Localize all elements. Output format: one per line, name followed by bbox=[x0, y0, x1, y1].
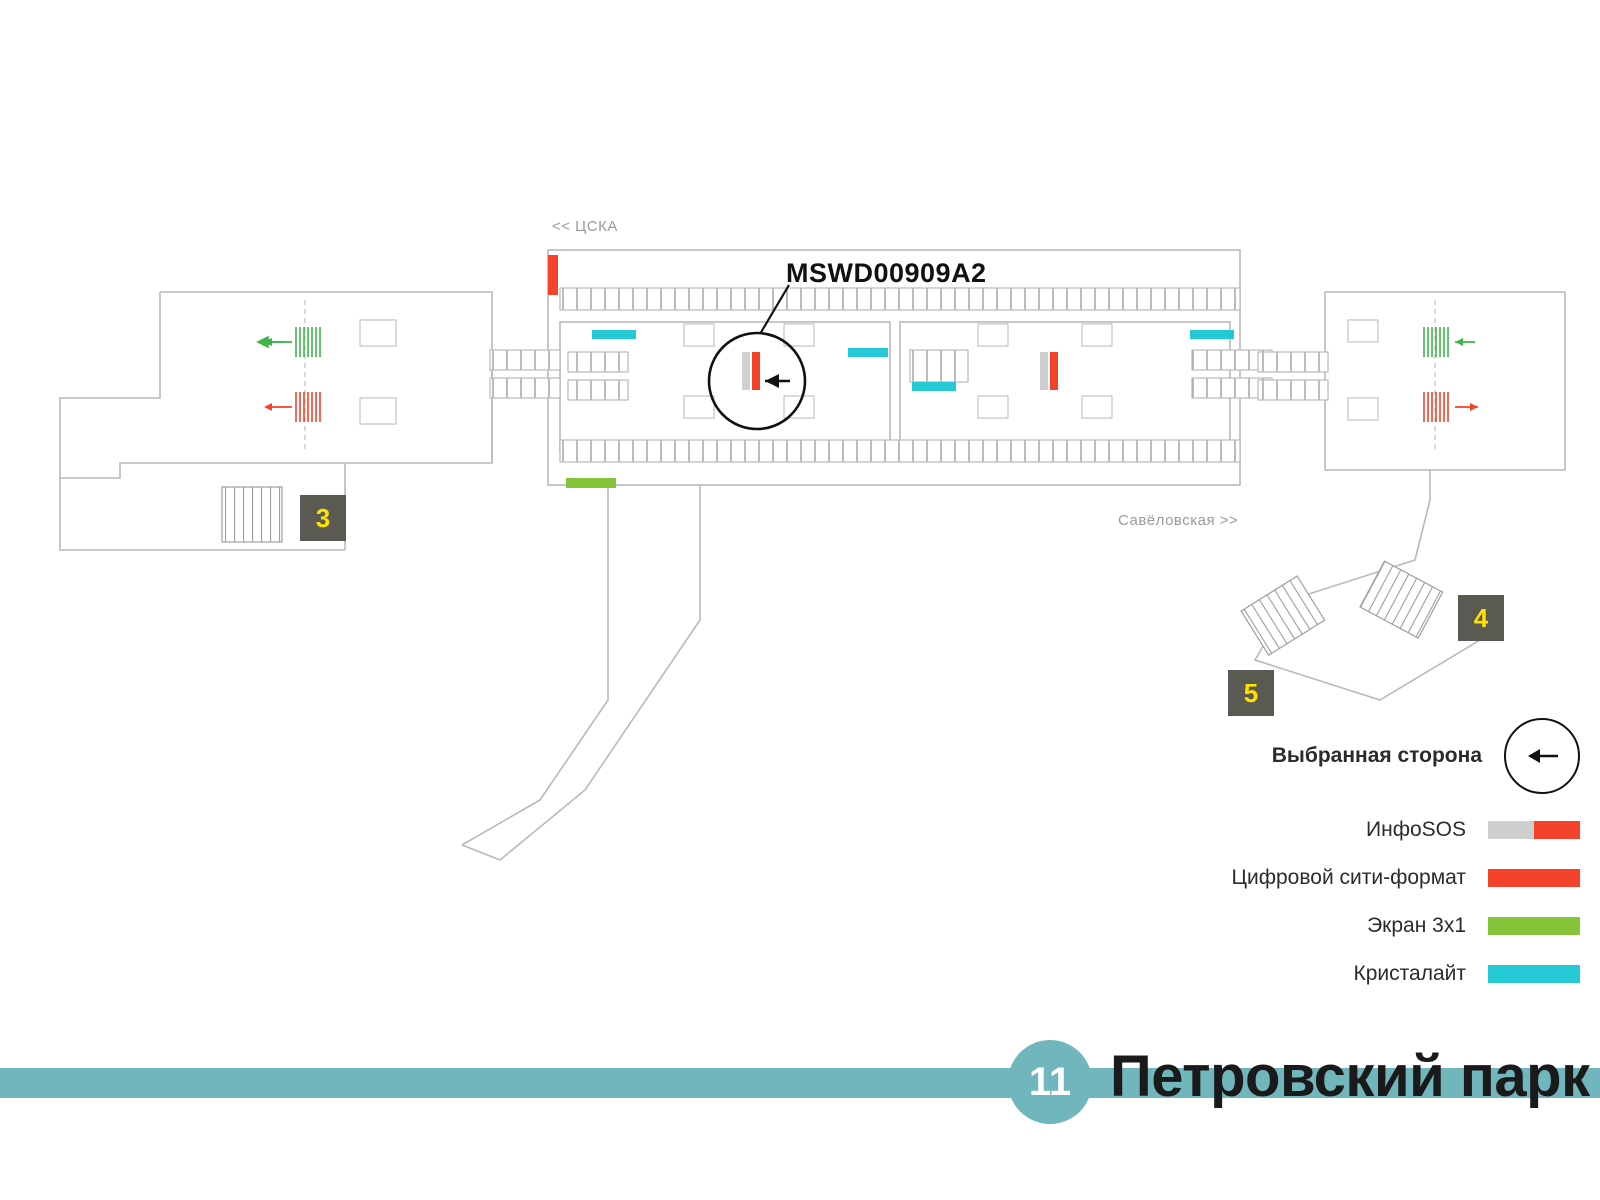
legend-row-crystallight bbox=[1140, 962, 1580, 986]
legend-label-selected-side: Выбранная сторона bbox=[1271, 744, 1482, 767]
legend-label-crystallight: Кристалайт bbox=[1353, 962, 1466, 985]
legend-label-infosos: ИнфоSOS bbox=[1366, 818, 1466, 841]
arrow-left-icon bbox=[1504, 718, 1580, 794]
direction-label-right: Савёловская >> bbox=[1118, 512, 1239, 529]
legend-swatch-infosos bbox=[1488, 821, 1580, 839]
exit-marker-3[interactable]: 3 bbox=[300, 495, 346, 541]
legend-swatch-digital-city bbox=[1488, 869, 1580, 887]
legend-swatch-screen-3x1 bbox=[1488, 917, 1580, 935]
legend-row-selected-side bbox=[1140, 718, 1580, 794]
station-line-badge: 11 bbox=[1008, 1040, 1092, 1124]
legend-label-screen-3x1: Экран 3х1 bbox=[1367, 914, 1466, 937]
legend-label-digital-city: Цифровой сити-формат bbox=[1231, 866, 1466, 889]
legend-row-screen-3x1 bbox=[1140, 914, 1580, 938]
legend-row-infosos bbox=[1140, 818, 1580, 842]
panel-code-label: MSWD00909A2 bbox=[786, 258, 987, 288]
legend-swatch-crystallight bbox=[1488, 965, 1580, 983]
legend-row-digital-city bbox=[1140, 866, 1580, 890]
legend bbox=[1140, 718, 1580, 1010]
exit-marker-5[interactable]: 5 bbox=[1228, 670, 1274, 716]
station-name: Петровский парк bbox=[1110, 1044, 1590, 1109]
exit-marker-4[interactable]: 4 bbox=[1458, 595, 1504, 641]
direction-label-left: << ЦСКА bbox=[552, 218, 618, 235]
